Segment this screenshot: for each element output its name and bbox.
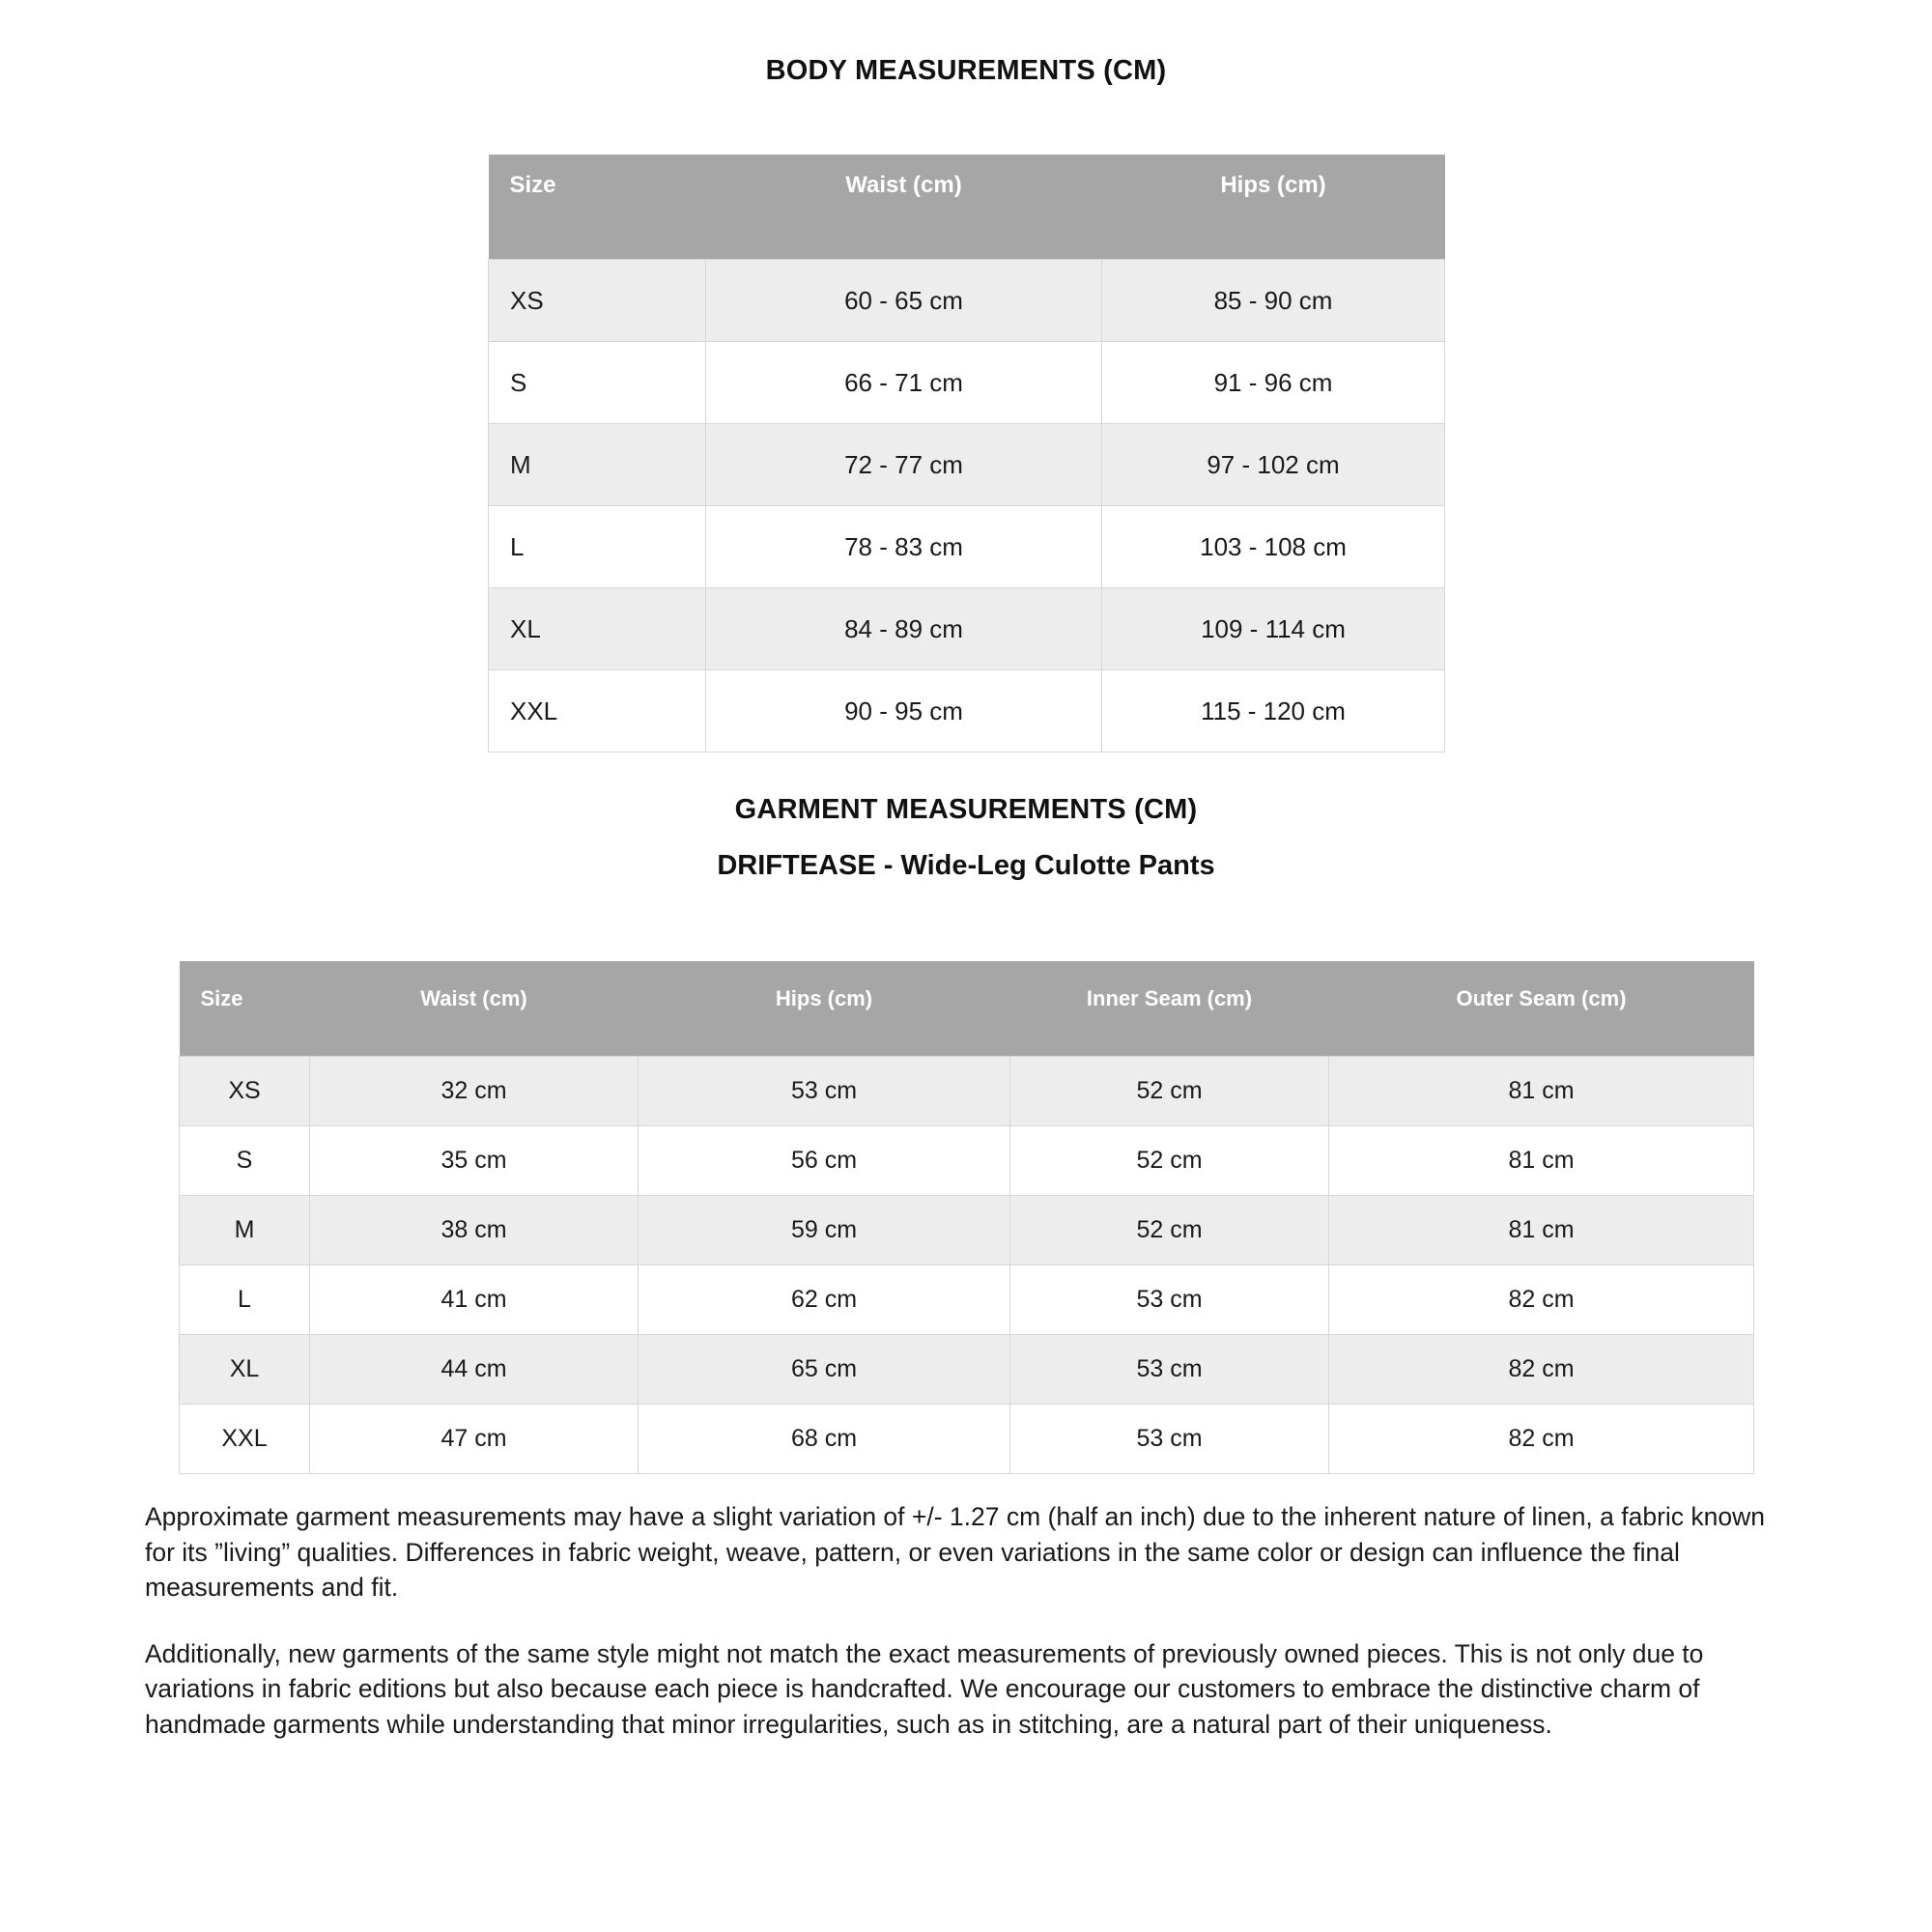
- cell-outer-seam: 81 cm: [1329, 1057, 1754, 1126]
- body-measurements-table-head: [489, 155, 1445, 260]
- column-header-size: Size: [180, 961, 310, 1057]
- cell-waist: 78 - 83 cm: [706, 506, 1102, 588]
- cell-inner-seam: 53 cm: [1010, 1265, 1329, 1335]
- cell-waist: 66 - 71 cm: [706, 342, 1102, 424]
- cell-waist: 32 cm: [310, 1057, 639, 1126]
- cell-hips: 59 cm: [639, 1196, 1010, 1265]
- table-header-row: [180, 961, 1754, 1057]
- cell-inner-seam: 53 cm: [1010, 1405, 1329, 1474]
- table-row: [180, 1196, 1754, 1265]
- note-paragraph-handcrafted: Additionally, new garments of the same style might not match the exact measurements of previously owned pieces. This is not only due to variations in fabric editions but also because each piece is handcrafted. We encourage our customers to embrace the distinctive charm of handmade garments while understanding that minor irregularities, such as in stitching, are a natural part of their uniqueness.: [145, 1638, 1704, 1739]
- column-header-hips: Hips (cm): [639, 961, 1010, 1057]
- column-header-outer-seam: Outer Seam (cm): [1329, 961, 1754, 1057]
- cell-size: XL: [489, 588, 706, 670]
- cell-waist: 41 cm: [310, 1265, 639, 1335]
- cell-size: S: [489, 342, 706, 424]
- column-header-hips: Hips (cm): [1102, 155, 1445, 260]
- cell-hips: 91 - 96 cm: [1102, 342, 1445, 424]
- cell-size: M: [180, 1196, 310, 1265]
- cell-size: L: [180, 1265, 310, 1335]
- cell-hips: 62 cm: [639, 1265, 1010, 1335]
- cell-waist: 38 cm: [310, 1196, 639, 1265]
- cell-size: S: [180, 1126, 310, 1196]
- body-measurements-table-body: [489, 260, 1445, 753]
- cell-size: XL: [180, 1335, 310, 1405]
- table-row: [180, 1126, 1754, 1196]
- table-row: [489, 506, 1445, 588]
- cell-hips: 68 cm: [639, 1405, 1010, 1474]
- cell-waist: 35 cm: [310, 1126, 639, 1196]
- cell-size: XS: [180, 1057, 310, 1126]
- table-row: [180, 1405, 1754, 1474]
- cell-outer-seam: 82 cm: [1329, 1335, 1754, 1405]
- cell-hips: 53 cm: [639, 1057, 1010, 1126]
- table-row: [180, 1057, 1754, 1126]
- cell-waist: 47 cm: [310, 1405, 639, 1474]
- cell-hips: 65 cm: [639, 1335, 1010, 1405]
- table-row: [489, 342, 1445, 424]
- column-header-size: Size: [489, 155, 706, 260]
- cell-size: XXL: [180, 1405, 310, 1474]
- garment-product-name: DRIFTEASE - Wide-Leg Culotte Pants: [717, 850, 1215, 881]
- cell-outer-seam: 81 cm: [1329, 1126, 1754, 1196]
- cell-waist: 90 - 95 cm: [706, 670, 1102, 753]
- cell-inner-seam: 53 cm: [1010, 1335, 1329, 1405]
- cell-inner-seam: 52 cm: [1010, 1196, 1329, 1265]
- table-row: [180, 1265, 1754, 1335]
- table-row: [489, 588, 1445, 670]
- table-row: [180, 1335, 1754, 1405]
- cell-size: M: [489, 424, 706, 506]
- cell-waist: 84 - 89 cm: [706, 588, 1102, 670]
- garment-measurements-title: GARMENT MEASUREMENTS (CM): [734, 794, 1198, 825]
- cell-size: L: [489, 506, 706, 588]
- cell-size: XS: [489, 260, 706, 342]
- cell-hips: 109 - 114 cm: [1102, 588, 1445, 670]
- cell-hips: 115 - 120 cm: [1102, 670, 1445, 753]
- table-row: [489, 424, 1445, 506]
- cell-inner-seam: 52 cm: [1010, 1057, 1329, 1126]
- column-header-waist: Waist (cm): [706, 155, 1102, 260]
- measurement-notes: [145, 1499, 1787, 1742]
- cell-hips: 103 - 108 cm: [1102, 506, 1445, 588]
- body-measurements-table: [488, 155, 1445, 753]
- column-header-waist: Waist (cm): [310, 961, 639, 1057]
- cell-waist: 60 - 65 cm: [706, 260, 1102, 342]
- cell-hips: 85 - 90 cm: [1102, 260, 1445, 342]
- cell-inner-seam: 52 cm: [1010, 1126, 1329, 1196]
- note-paragraph-variation: Approximate garment measurements may have a slight variation of +/- 1.27 cm (half an inch) due to the inherent nature of linen, a fabric known for its ”living” qualities. Differences in fabric weight, weave, pattern, or even variations in the same color or design can influence the final measurements and fit.: [145, 1502, 1766, 1603]
- table-header-row: [489, 155, 1445, 260]
- column-header-inner-seam: Inner Seam (cm): [1010, 961, 1329, 1057]
- cell-waist: 44 cm: [310, 1335, 639, 1405]
- cell-hips: 56 cm: [639, 1126, 1010, 1196]
- garment-measurements-table-body: [180, 1057, 1754, 1474]
- cell-size: XXL: [489, 670, 706, 753]
- cell-outer-seam: 82 cm: [1329, 1405, 1754, 1474]
- garment-measurements-table: [179, 961, 1754, 1474]
- table-row: [489, 670, 1445, 753]
- cell-waist: 72 - 77 cm: [706, 424, 1102, 506]
- garment-measurements-table-head: [180, 961, 1754, 1057]
- cell-outer-seam: 82 cm: [1329, 1265, 1754, 1335]
- cell-hips: 97 - 102 cm: [1102, 424, 1445, 506]
- table-row: [489, 260, 1445, 342]
- body-measurements-title: BODY MEASUREMENTS (CM): [765, 55, 1167, 86]
- cell-outer-seam: 81 cm: [1329, 1196, 1754, 1265]
